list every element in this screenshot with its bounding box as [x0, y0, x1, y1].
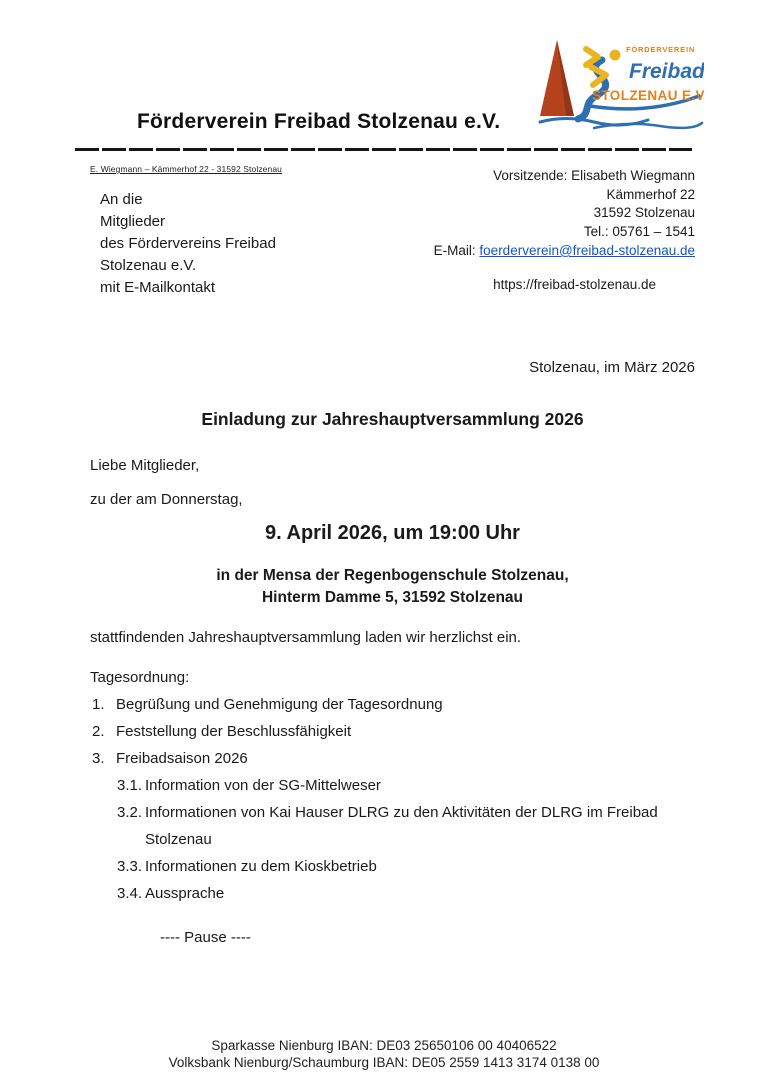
- dateline: Stolzenau, im März 2026: [529, 359, 695, 376]
- recipient-line: Mitglieder: [100, 213, 166, 230]
- bank-line-volksbank: Volksbank Nienburg/Schaumburg IBAN: DE05 2559 1413 3174 0138 00: [168, 1055, 600, 1070]
- contact-chairwoman: Vorsitzende: Elisabeth Wiegmann: [493, 168, 695, 183]
- bank-details-footer: [0, 1037, 768, 1086]
- recipient-address-block: [100, 189, 414, 299]
- org-logo: [536, 36, 704, 132]
- letterhead: [0, 0, 768, 148]
- agenda-item-number: 2.: [92, 723, 105, 740]
- agenda-item-text: Begrüßung und Genehmigung der Tagesordnung: [116, 696, 443, 713]
- event-location-line2: Hinterm Damme 5, 31592 Stolzenau: [261, 589, 524, 606]
- contact-phone: Tel.: 05761 – 1541: [583, 223, 695, 239]
- salutation: Liebe Mitglieder,: [90, 457, 200, 474]
- contact-street: Kämmerhof 22: [606, 186, 695, 202]
- lead-in-line: zu der am Donnerstag,: [90, 491, 243, 508]
- agenda-heading: Tagesordnung:: [90, 669, 190, 686]
- contact-website: https://freibad-stolzenau.de: [493, 276, 656, 292]
- email-label: E-Mail:: [433, 243, 480, 258]
- event-location-line1: in der Mensa der Regenbogenschule Stolzenau,: [216, 567, 569, 584]
- sender-return-address: E. Wiegmann – Kämmerhof 22 - 31592 Stolzenau: [90, 164, 282, 174]
- letter-title: Einladung zur Jahreshauptversammlung 2026: [201, 409, 584, 429]
- agenda-subitem-number: 3.3.: [117, 858, 143, 875]
- recipient-line: des Fördervereins Freibad: [100, 235, 276, 252]
- org-title: Förderverein Freibad Stolzenau e.V.: [137, 110, 501, 133]
- logo-swimmer-icon: [586, 49, 606, 85]
- agenda-subitem-number: 3.4.: [117, 885, 143, 902]
- agenda-item: [92, 745, 695, 772]
- recipient-column: [90, 151, 414, 299]
- recipient-line: An die: [100, 191, 143, 208]
- agenda-subitem-number: 3.2.: [117, 804, 143, 821]
- recipient-line: mit E-Mailkontakt: [100, 279, 216, 296]
- invite-sentence: stattfindenden Jahreshauptversammlung laden wir herzlichst ein.: [90, 629, 522, 646]
- letter-body: [0, 299, 768, 946]
- freibad-logo-icon: [536, 36, 704, 132]
- agenda-subitem-text: Informationen zu dem Kioskbetrieb: [145, 858, 377, 875]
- event-datetime: 9. April 2026, um 19:00 Uhr: [265, 522, 520, 544]
- agenda-item-number: 3.: [92, 750, 105, 767]
- logo-bottom-label: STOLZENAU E.V.: [592, 88, 704, 103]
- agenda-item-number: 1.: [92, 696, 105, 713]
- pause-separator: ---- Pause ----: [160, 929, 251, 946]
- agenda-subitem: [117, 772, 695, 799]
- agenda-subitem-number: 3.1.: [117, 777, 143, 794]
- agenda-item-text: Feststellung der Beschlussfähigkeit: [116, 723, 352, 740]
- recipient-line: Stolzenau e.V.: [100, 257, 197, 274]
- agenda-item-text: Freibadsaison 2026: [116, 750, 248, 767]
- bank-line-sparkasse: Sparkasse Nienburg IBAN: DE03 25650106 00 40406522: [211, 1038, 557, 1053]
- agenda-subitem: [117, 853, 695, 880]
- agenda-list: [90, 664, 695, 907]
- contact-email-line: [414, 242, 695, 261]
- address-contact-row: [0, 151, 768, 299]
- agenda-item: [92, 718, 695, 745]
- agenda-subitem: [117, 799, 695, 853]
- agenda-subitem: [117, 880, 695, 907]
- email-link[interactable]: foerderverein@freibad-stolzenau.de: [479, 243, 695, 258]
- logo-swimmer-head: [610, 50, 621, 61]
- contact-city: 31592 Stolzenau: [593, 205, 695, 220]
- logo-name-label: Freibad: [629, 60, 704, 83]
- agenda-item: [92, 691, 695, 718]
- agenda-subitem-text: Information von der SG-Mittelweser: [145, 777, 381, 794]
- agenda-subitem-text: Aussprache: [145, 885, 225, 902]
- event-location: [90, 565, 695, 609]
- logo-top-label: FÖRDERVEREIN: [626, 45, 696, 54]
- contact-info-block: [414, 167, 695, 299]
- agenda-subitem-text: Informationen von Kai Hauser DLRG zu den Aktivitäten der DLRG im Freibad Stolzenau: [145, 804, 658, 848]
